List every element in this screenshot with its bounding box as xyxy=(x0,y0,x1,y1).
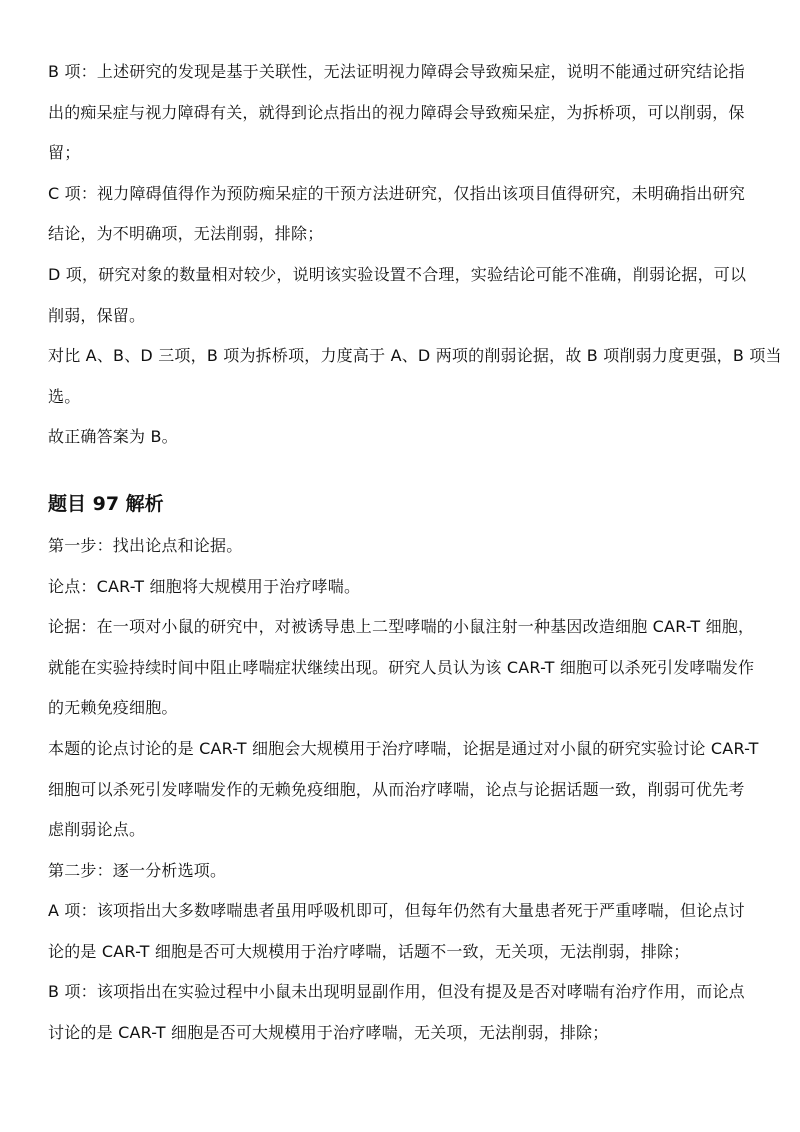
text-line: 选。 xyxy=(48,386,81,406)
q97-step2 xyxy=(48,851,754,892)
prev-answer xyxy=(48,417,754,458)
text-line: 结论，为不明确项，无法削弱，排除； xyxy=(48,224,324,244)
text-line: 论点：CAR-T 细胞将大规模用于治疗哮喘。 xyxy=(48,576,361,596)
text-line: 细胞可以杀死引发哮喘发作的无赖免疫细胞，从而治疗哮喘，论点与论据话题一致，削弱可优先考 xyxy=(48,779,745,799)
text-line: 的无赖免疫细胞。 xyxy=(48,698,178,718)
section-heading-q97: 题目 97 解析 xyxy=(48,492,164,515)
q97-argument xyxy=(48,567,754,608)
q97-step1 xyxy=(48,526,754,567)
text-line: 第一步：找出论点和论据。 xyxy=(48,535,243,555)
text-line: 故正确答案为 B。 xyxy=(48,427,178,447)
document-page xyxy=(48,52,782,1054)
text-line: 第二步：逐一分析选项。 xyxy=(48,860,227,880)
q97-option-a xyxy=(48,891,754,972)
q97-option-b xyxy=(48,972,754,1053)
text-line: 论的是 CAR-T 细胞是否可大规模用于治疗哮喘，话题不一致，无关项，无法削弱，排除； xyxy=(48,941,690,961)
text-line: D 项，研究对象的数量相对较少，说明该实验设置不合理，实验结论可能不准确，削弱论据，可以 xyxy=(48,264,747,284)
q97-evidence xyxy=(48,607,754,729)
text-line: 留； xyxy=(48,143,81,163)
prev-option-b xyxy=(48,52,754,174)
text-line: A 项：该项指出大多数哮喘患者虽用呼吸机即可，但每年仍然有大量患者死于严重哮喘，但论点讨 xyxy=(48,901,745,921)
text-line: 论据：在一项对小鼠的研究中，对被诱导患上二型哮喘的小鼠注射一种基因改造细胞 CAR-T 细胞， xyxy=(48,617,755,637)
text-line: C 项：视力障碍值得作为预防痴呆症的干预方法进研究，仅指出该项目值得研究，未明确指出研究 xyxy=(48,183,746,203)
text-line: 讨论的是 CAR-T 细胞是否可大规模用于治疗哮喘，无关项，无法削弱，排除； xyxy=(48,1023,609,1043)
prev-compare xyxy=(48,336,782,417)
text-line: 对比 A、B、D 三项，B 项为拆桥项，力度高于 A、D 两项的削弱论据，故 B 项削弱力度更强，B 项当 xyxy=(48,346,782,366)
text-line: B 项：该项指出在实验过程中小鼠未出现明显副作用，但没有提及是否对哮喘有治疗作用，而论点 xyxy=(48,982,745,1002)
text-line: B 项：上述研究的发现是基于关联性，无法证明视力障碍会导致痴呆症，说明不能通过研究结论指 xyxy=(48,62,745,81)
text-line: 虑削弱论点。 xyxy=(48,820,146,840)
prev-option-c xyxy=(48,174,754,255)
text-line: 出的痴呆症与视力障碍有关，就得到论点指出的视力障碍会导致痴呆症，为拆桥项，可以削弱，保 xyxy=(48,102,745,122)
text-line: 本题的论点讨论的是 CAR-T 细胞会大规模用于治疗哮喘，论据是通过对小鼠的研究实验讨论 CAR-T xyxy=(48,738,759,758)
prev-option-d xyxy=(48,255,754,336)
text-line: 就能在实验持续时间中阻止哮喘症状继续出现。研究人员认为该 CAR-T 细胞可以杀死引发哮喘发作 xyxy=(48,657,755,677)
q97-discussion xyxy=(48,729,759,851)
text-line: 削弱，保留。 xyxy=(48,305,146,325)
